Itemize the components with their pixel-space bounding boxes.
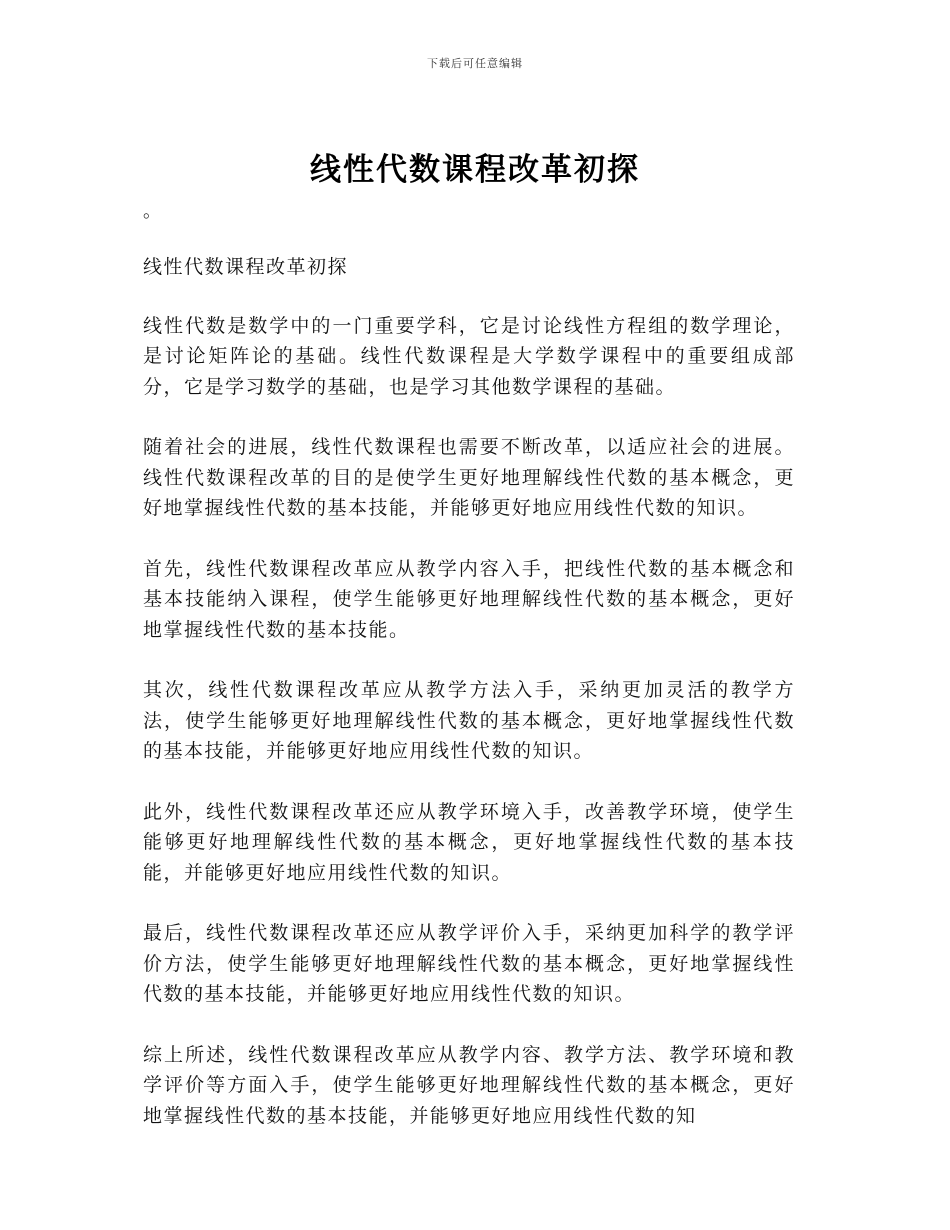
header-note: 下载后可任意编辑: [427, 57, 523, 70]
paragraph-additionally: 此外，线性代数课程改革还应从教学环境入手，改善教学环境，使学生能够更好地理解线性代数的基本概念，更好地掌握线性代数的基本技能，并能够更好地应用线性代数的知识。: [143, 800, 795, 884]
document-title: 线性代数课程改革初探: [310, 152, 640, 188]
paragraph-first: 首先，线性代数课程改革应从教学内容入手，把线性代数的基本概念和基本技能纳入课程，使学生能够更好地理解线性代数的基本概念，更好地掌握线性代数的基本技能。: [143, 557, 795, 641]
document-subtitle: 线性代数课程改革初探: [143, 256, 349, 278]
document-body: [143, 252, 795, 1161]
paragraph-intro: 线性代数是数学中的一门重要学科，它是讨论线性方程组的数学理论，是讨论矩阵论的基础。线性代数课程是大学数学课程中的重要组成部分，它是学习数学的基础，也是学习其他数学课程的基础。: [143, 314, 795, 398]
paragraph-summary: 综上所述，线性代数课程改革应从教学内容、教学方法、教学环境和教学评价等方面入手，使学生能够更好地理解线性代数的基本概念，更好地掌握线性代数的基本技能，并能够更好地应用线性代数的知: [143, 1043, 795, 1127]
paragraph-second: 其次，线性代数课程改革应从教学方法入手，采纳更加灵活的教学方法，使学生能够更好地理解线性代数的基本概念，更好地掌握线性代数的基本技能，并能够更好地应用线性代数的知识。: [143, 679, 795, 762]
lead-punctuation: 。: [143, 201, 161, 222]
paragraph-reform-purpose: 随着社会的进展，线性代数课程也需要不断改革，以适应社会的进展。线性代数课程改革的目的是使学生更好地理解线性代数的基本概念，更好地掌握线性代数的基本技能，并能够更好地应用线性代数的知识。: [143, 436, 795, 519]
paragraph-finally: 最后，线性代数课程改革还应从教学评价入手，采纳更加科学的教学评价方法，使学生能够更好地理解线性代数的基本概念，更好地掌握线性代数的基本技能，并能够更好地应用线性代数的知识。: [143, 922, 795, 1005]
